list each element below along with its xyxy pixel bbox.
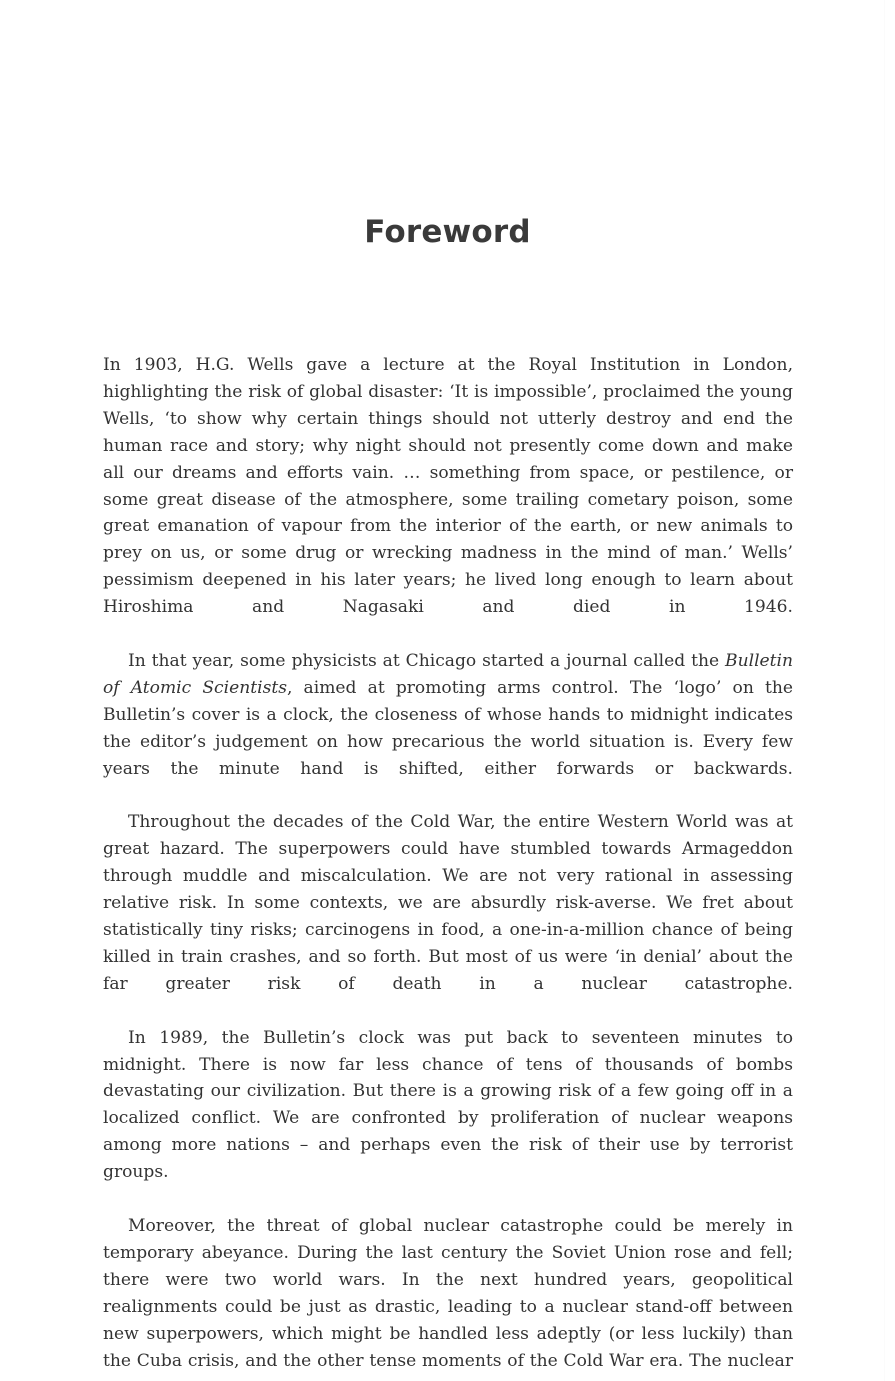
paragraph-2-text-after-italic: , aimed at promoting arms control. The ‘logo’ on the Bulletin’s cover is a clock, the closeness of whose hands to midnight indicates the editor’s judgement on how precarious the world situation is. Every few years the minute hand is shifted, either forwards or backwards. <box>103 677 793 779</box>
paragraph-2-text-before-italic: In that year, some physicists at Chicago started a journal called the <box>128 650 726 671</box>
paragraph-1: In 1903, H.G. Wells gave a lecture at the Royal Institution in London, highlighting the risk of global disaster: ‘It is impossible’, proclaimed the young Wells, ‘to show why certain things should not utterly destroy and end the human race and story; why night should not presently come down and make all our dreams and efforts vain. … something from space, or pestilence, or some great disease of the atmosphere, some trailing cometary poison, some great emanation of vapour from the interior of the earth, or new animals to prey on us, or some drug or wrecking madness in the mind of man.’ Wells’ pessimism deepened in his later years; he lived long enough to learn about Hiroshima and Nagasaki and died in 1946. <box>103 355 793 618</box>
page-edge-line <box>884 0 885 1381</box>
paragraph-4: In 1989, the Bulletin’s clock was put back to seventeen minutes to midnight. There is now far less chance of tens of thousands of bombs devastating our civilization. But there is a growing risk of a few going off in a localized conflict. We are confronted by proliferation of nuclear weapons among more nations – and perhaps even the risk of their use by terrorist groups. <box>103 1027 793 1183</box>
paragraph-3: Throughout the decades of the Cold War, the entire Western World was at great hazard. The superpowers could have stumbled towards Armageddon through muddle and miscalculation. We are not very rational in assessing relative risk. In some contexts, we are absurdly risk-averse. We fret about statistically tiny risks; carcinogens in food, a one-in-a-million chance of being killed in train crashes, and so forth. But most of us were ‘in denial’ about the far greater risk of death in a nuclear catastrophe. <box>103 812 793 994</box>
paragraph-2 <box>103 648 793 809</box>
page-title: Foreword <box>364 214 531 250</box>
body-text-block <box>103 352 793 1381</box>
journal-title-italic: Bulletin of Atomic Scientists <box>103 650 793 698</box>
paragraph-5: Moreover, the threat of global nuclear catastrophe could be merely in temporary abeyance. During the last century the Soviet Union rose and fell; there were two world wars. In the next hundred years, geopolitical realignments could be just as drastic, leading to a nuclear stand-off between new superpowers, which might be handled less adeptly (or less luckily) than the Cuba crisis, and the other tense moments of the Cold War era. The nuclear <box>103 1216 793 1371</box>
